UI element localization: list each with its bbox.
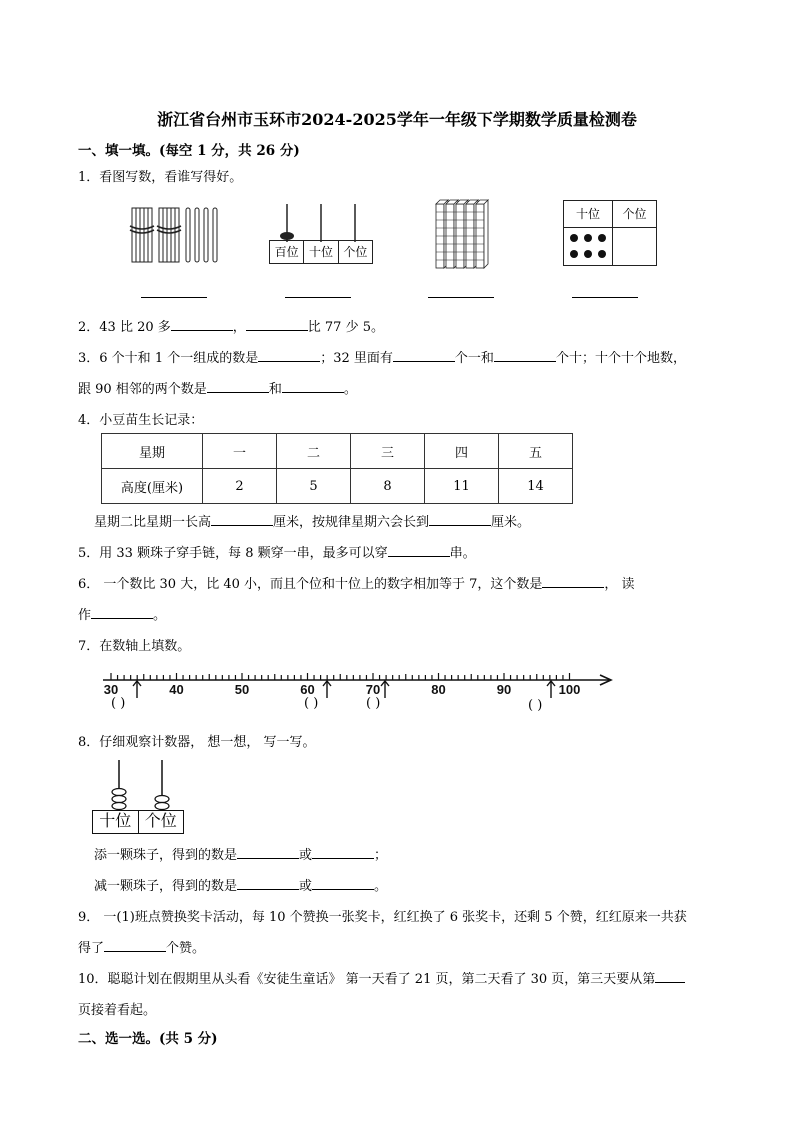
stick-bundle-icon — [157, 208, 181, 262]
dot-icon — [598, 250, 606, 258]
q8-blank-2[interactable] — [312, 846, 374, 859]
growth-table-data-row — [102, 469, 573, 504]
q4-text-1: 星期二比星期一长高 — [94, 515, 212, 530]
q1-answer-4[interactable] — [572, 297, 638, 298]
table-cell: 5 — [277, 469, 351, 504]
table-cell: 星期 — [102, 434, 203, 469]
cube-stacks-figure — [434, 198, 494, 270]
dot-icon — [584, 234, 592, 242]
q8-blank-1[interactable] — [237, 846, 299, 859]
bead-icon — [112, 789, 126, 796]
table-cell: 一 — [203, 434, 277, 469]
bead-icon — [112, 803, 126, 810]
number-line-label: 30 — [103, 682, 119, 697]
place-table-tens-label: 十位 — [564, 201, 613, 228]
q8-text-2: 或 — [299, 848, 313, 863]
q4-text-3: 厘米。 — [491, 515, 531, 530]
single-sticks — [186, 208, 217, 262]
q7-answer-4[interactable]: ( ) — [528, 698, 543, 713]
abacus-label-ones: 个位 — [343, 245, 368, 259]
q3-number: 3． — [78, 351, 100, 366]
q6-text-4: 。 — [153, 608, 167, 623]
q5-line — [78, 542, 476, 561]
q3-blank-3[interactable] — [494, 349, 556, 362]
counter-label-tens: 十位 — [93, 811, 139, 833]
q8-text-5: 或 — [299, 879, 313, 894]
place-table-ones-label: 个位 — [613, 201, 656, 228]
page-title: 浙江省台州市玉环市2024-2025学年一年级下学期数学质量检测卷 — [157, 110, 637, 129]
q3-text-1: 6 个十和 1 个一组成的数是 — [99, 351, 259, 366]
q8-blank-4[interactable] — [312, 877, 374, 890]
q7-answer-1[interactable]: ( ) — [111, 696, 126, 711]
q10-text-1: 10．聪聪计划在假期里从头看《安徒生童话》 第一天看了 21 页，第二天看了 30 页，第三天要从第 — [78, 972, 656, 987]
q9-text-1: 得了 — [78, 941, 105, 956]
dot-icon — [570, 234, 578, 242]
table-cell: 8 — [351, 469, 425, 504]
table-cell: 五 — [499, 434, 573, 469]
abacus-label-hundreds: 百位 — [270, 241, 304, 263]
up-arrow-icon — [381, 681, 389, 698]
number-line-label: 50 — [234, 682, 250, 697]
q8-text-1: 添一颗珠子，得到的数是 — [94, 848, 238, 863]
dot-icon — [598, 234, 606, 242]
table-cell: 2 — [203, 469, 277, 504]
place-table-dots — [564, 228, 612, 265]
table-cell: 高度(厘米) — [102, 469, 203, 504]
q8-text-3: ； — [374, 848, 388, 863]
section-2-heading: 二、选一选。(共 5 分) — [78, 1031, 218, 1047]
section-1-heading: 一、填一填。(每空 1 分，共 26 分) — [78, 143, 300, 159]
q5-blank[interactable] — [388, 544, 450, 557]
q6-blank-1[interactable] — [542, 575, 604, 588]
number-line-label: 80 — [431, 682, 446, 697]
table-cell: 四 — [425, 434, 499, 469]
q2-text-3: 比 77 少 5。 — [307, 320, 384, 335]
q6-text-1: 6． 一个数比 30 大，比 40 小，而且个位和十位上的数字相加等于 7，这个数是 — [78, 577, 543, 592]
stick-bundle-icon — [130, 208, 154, 262]
q3-blank-4[interactable] — [207, 380, 269, 393]
q9-line-2 — [78, 937, 205, 956]
q8-text: 8．仔细观察计数器， 想一想， 写一写。 — [78, 735, 316, 750]
q10-line-1 — [78, 968, 685, 987]
q4-text: 4．小豆苗生长记录： — [78, 413, 204, 428]
q8-text-4: 减一颗珠子，得到的数是 — [94, 879, 238, 894]
q9-text-2: 个赞。 — [166, 941, 206, 956]
q1-answer-1[interactable] — [141, 297, 207, 298]
q2-text-2: ， — [232, 320, 246, 335]
bead-icon — [280, 232, 294, 240]
q2-line — [78, 316, 384, 335]
bead-icon — [155, 796, 169, 803]
q1-answer-3[interactable] — [428, 297, 494, 298]
table-cell: 二 — [277, 434, 351, 469]
q3-text-5: 跟 90 相邻的两个数是 — [78, 382, 207, 397]
q8-blank-3[interactable] — [237, 877, 299, 890]
q3-blank-5[interactable] — [282, 380, 344, 393]
q2-text-1: 43 比 20 多 — [99, 320, 171, 335]
q3-blank-1[interactable] — [258, 349, 320, 362]
table-cell: 14 — [499, 469, 573, 504]
q3-blank-2[interactable] — [393, 349, 455, 362]
table-cell: 11 — [425, 469, 499, 504]
q3-text-4: 个十；十个十个地数， — [555, 351, 686, 366]
number-line-label: 90 — [496, 682, 512, 697]
bead-icon — [112, 796, 126, 803]
growth-table — [101, 433, 573, 504]
dot-icon — [570, 250, 578, 258]
q2-number: 2． — [78, 320, 100, 335]
place-value-table — [563, 200, 657, 266]
abacus-rods — [269, 200, 373, 244]
q8-line-subtract — [94, 875, 387, 894]
q8-text-6: 。 — [374, 879, 388, 894]
q2-blank-1[interactable] — [171, 318, 233, 331]
q4-text-2: 厘米，按规律星期六会长到 — [273, 515, 430, 530]
q3-text-3: 个一和 — [454, 351, 494, 366]
q6-line-1 — [78, 573, 635, 592]
growth-table-header-row — [102, 434, 573, 469]
q3-text-6: 和 — [268, 382, 282, 397]
number-line-label: 70 — [365, 682, 381, 697]
q8-line-add — [94, 844, 387, 863]
q4-question — [94, 511, 530, 530]
q10-line-2: 页接着看起。 — [78, 1003, 157, 1018]
q9-blank[interactable] — [104, 939, 166, 952]
abacus-label-tens: 十位 — [304, 241, 338, 263]
q9-line-1: 9． 一(1)班点赞换奖卡活动，每 10 个赞换一张奖卡，红红换了 6 张奖卡，还剩 5 个赞，红红原来一共获 — [78, 910, 687, 925]
q3-line-2 — [78, 378, 357, 397]
q5-text-2: 串。 — [449, 546, 476, 561]
up-arrow-icon — [323, 681, 331, 698]
stick-bundles-figure — [126, 204, 226, 266]
q6-text-3: 作 — [78, 608, 92, 623]
q6-line-2 — [78, 604, 166, 623]
q3-line-1 — [78, 347, 686, 366]
q3-text-7: 。 — [343, 382, 357, 397]
q7-answer-3[interactable]: ( ) — [366, 696, 381, 711]
q6-text-2: ， 读 — [604, 577, 635, 592]
dot-icon — [584, 250, 592, 258]
q7-text: 7．在数轴上填数。 — [78, 639, 191, 654]
q2-blank-2[interactable] — [246, 318, 308, 331]
abacus-figure — [269, 200, 373, 266]
number-line-label: 100 — [558, 682, 581, 697]
number-line-label: 40 — [169, 682, 184, 697]
q10-blank[interactable] — [655, 970, 685, 983]
q5-text-1: 5．用 33 颗珠子穿手链，每 8 颗穿一串，最多可以穿 — [78, 546, 388, 561]
number-line-label: 60 — [300, 682, 315, 697]
q3-text-2: ；32 里面有 — [320, 351, 393, 366]
counter-figure — [92, 758, 186, 834]
q4-blank-1[interactable] — [211, 513, 273, 526]
q7-answer-2[interactable]: ( ) — [304, 696, 319, 711]
bead-icon — [155, 803, 169, 810]
q6-blank-2[interactable] — [91, 606, 153, 619]
up-arrow-icon — [547, 681, 555, 698]
counter-rods — [92, 758, 186, 812]
up-arrow-icon — [133, 681, 141, 698]
cube-rod-icon — [476, 200, 488, 268]
q1-answer-2[interactable] — [285, 297, 351, 298]
counter-label-ones: 个位 — [144, 813, 177, 830]
q4-blank-2[interactable] — [429, 513, 491, 526]
q1-text: 1．看图写数，看谁写得好。 — [78, 170, 243, 185]
table-cell: 三 — [351, 434, 425, 469]
